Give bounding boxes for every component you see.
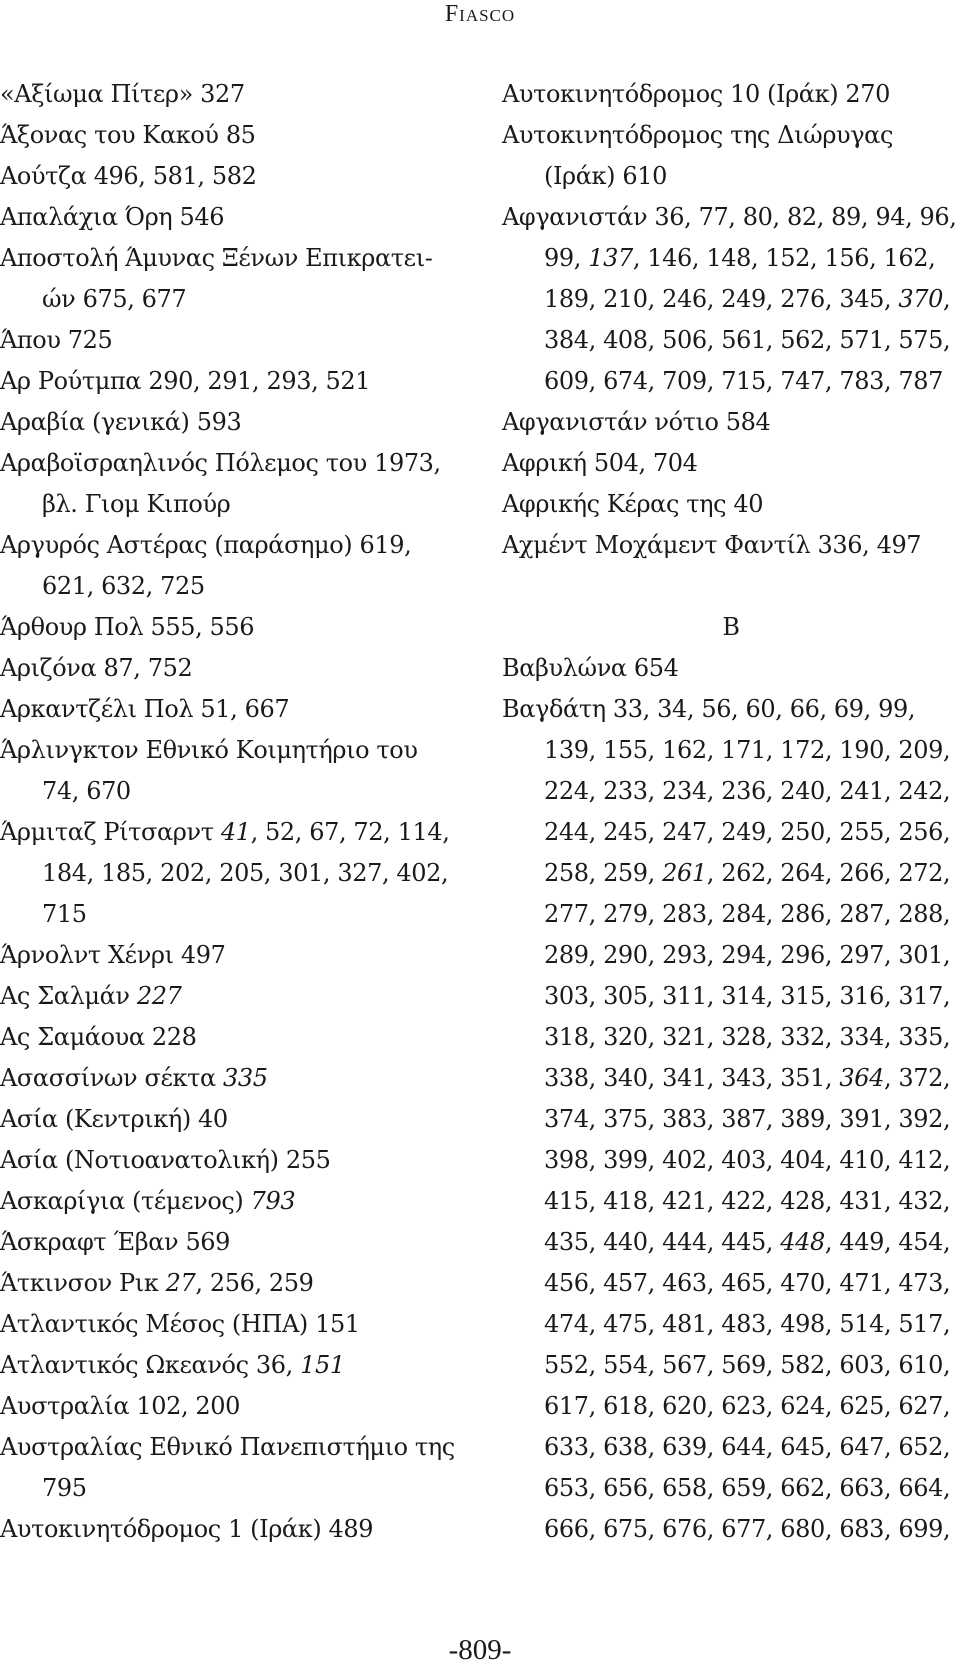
index-entry-continuation	[502, 238, 960, 279]
index-entry-continuation: 398, 399, 402, 403, 404, 410, 412,	[544, 1146, 951, 1174]
index-text-segment: Ατλαντικός Ωκεανός 36,	[0, 1351, 301, 1379]
index-page-ref-italic: 151	[300, 1351, 345, 1379]
index-text-segment: , 372,	[883, 1064, 951, 1092]
index-entry-continuation: 289, 290, 293, 294, 296, 297, 301,	[544, 941, 951, 969]
index-page-ref-italic: 448	[780, 1228, 825, 1256]
index-entry	[0, 1058, 472, 1099]
index-text-segment: Άρμιταζ Ρίτσαρντ	[0, 818, 221, 846]
index-entry	[0, 812, 472, 853]
running-header: Fiasco	[444, 1, 516, 27]
index-entry-continuation	[502, 279, 960, 320]
index-entry-continuation: (Ιράκ) 610	[544, 162, 667, 190]
index-entry-continuation: 184, 185, 202, 205, 301, 327, 402,	[42, 859, 449, 887]
index-entry: Αφγανιστάν νότιο 584	[502, 408, 771, 436]
index-entry: Βαγδάτη 33, 34, 56, 60, 66, 69, 99,	[502, 695, 916, 723]
index-entry: Ατλαντικός Μέσος (ΗΠΑ) 151	[0, 1310, 360, 1338]
index-entry-continuation: 653, 656, 658, 659, 662, 663, 664,	[544, 1474, 951, 1502]
index-entry: Αρκαντζέλι Πολ 51, 667	[0, 695, 290, 723]
index-entry-continuation: 609, 674, 709, 715, 747, 783, 787	[544, 367, 944, 395]
index-entry: Ασία (Κεντρική) 40	[0, 1105, 228, 1133]
index-entry: Αφρικής Κέρας της 40	[502, 490, 764, 518]
index-entry-continuation	[502, 853, 960, 894]
index-text-segment: 99,	[544, 244, 589, 272]
index-entry: Βαβυλώνα 654	[502, 654, 679, 682]
index-page-ref-italic: 227	[136, 982, 182, 1010]
index-entry: Άρθουρ Πολ 555, 556	[0, 613, 255, 641]
index-entry: Αυστραλία 102, 200	[0, 1392, 241, 1420]
index-entry-continuation: 456, 457, 463, 465, 470, 471, 473,	[544, 1269, 951, 1297]
index-entry: Άξονας του Κακού 85	[0, 121, 256, 149]
page-number: -809-	[448, 1634, 512, 1666]
index-entry: Αργυρός Αστέρας (παράσημο) 619,	[0, 531, 412, 559]
index-entry-continuation: 666, 675, 676, 677, 680, 683, 699,	[544, 1515, 951, 1543]
index-text-segment: , 52, 67, 72, 114,	[250, 818, 450, 846]
index-entry: Αυτοκινητόδρομος 10 (Ιράκ) 270	[502, 80, 891, 108]
index-entry: Αούτζα 496, 581, 582	[0, 162, 257, 190]
index-entry: Άρνολντ Χένρι 497	[0, 941, 226, 969]
index-entry-continuation: 74, 670	[42, 777, 131, 805]
index-entry-continuation: 621, 632, 725	[42, 572, 205, 600]
index-page-ref-italic: 41	[220, 818, 251, 846]
index-page-ref-italic: 261	[662, 859, 707, 887]
index-text-segment: , 146, 148, 152, 156, 162,	[632, 244, 936, 272]
index-text-segment: 435, 440, 444, 445,	[544, 1228, 781, 1256]
index-text-segment: 258, 259,	[544, 859, 663, 887]
index-entry-continuation: 552, 554, 567, 569, 582, 603, 610,	[544, 1351, 951, 1379]
index-text-segment: ,	[943, 285, 951, 313]
index-entry: Αυστραλίας Εθνικό Πανεπιστήμιο της	[0, 1433, 455, 1461]
index-text-segment: 189, 210, 246, 249, 276, 345,	[544, 285, 899, 313]
index-entry-continuation	[502, 1058, 960, 1099]
index-entry: Άρλινγκτον Εθνικό Κοιμητήριο του	[0, 736, 418, 764]
index-entry: Αχμέντ Μοχάμεντ Φαντίλ 336, 497	[502, 531, 922, 559]
index-entry: Αφγανιστάν 36, 77, 80, 82, 89, 94, 96,	[502, 203, 957, 231]
index-entry: Αριζόνα 87, 752	[0, 654, 193, 682]
index-entry: Άσκραφτ Έβαν 569	[0, 1228, 231, 1256]
index-entry	[0, 1263, 472, 1304]
index-page-ref-italic: 335	[223, 1064, 268, 1092]
index-entry-continuation	[502, 1222, 960, 1263]
index-entry-continuation: 384, 408, 506, 561, 562, 571, 575,	[544, 326, 951, 354]
index-text-segment: 338, 340, 341, 343, 351,	[544, 1064, 840, 1092]
index-entry: Αρ Ρούτμπα 290, 291, 293, 521	[0, 367, 371, 395]
index-entry	[0, 1345, 472, 1386]
index-entry: Ας Σαμάουα 228	[0, 1023, 197, 1051]
index-column-right	[502, 74, 960, 1550]
index-entry-continuation: 633, 638, 639, 644, 645, 647, 652,	[544, 1433, 951, 1461]
index-page-ref-italic: 364	[839, 1064, 884, 1092]
index-entry: Αραβοϊσραηλινός Πόλεμος του 1973,	[0, 449, 441, 477]
index-entry-continuation: 795	[42, 1474, 87, 1502]
index-entry: Αυτοκινητόδρομος της Διώρυγας	[502, 121, 894, 149]
index-column-left	[0, 74, 472, 1550]
index-text-segment: , 262, 264, 266, 272,	[706, 859, 951, 887]
index-entry-continuation: ών 675, 677	[42, 285, 187, 313]
index-text-segment: Ασασσίνων σέκτα	[0, 1064, 224, 1092]
index-entry: «Αξίωμα Πίτερ» 327	[0, 80, 245, 108]
index-text-segment: Άτκινσον Ρικ	[0, 1269, 166, 1297]
index-page-ref-italic: 793	[250, 1187, 296, 1215]
index-entry: Αφρική 504, 704	[502, 449, 698, 477]
index-entry-continuation: 139, 155, 162, 171, 172, 190, 209,	[544, 736, 951, 764]
index-entry-continuation: 318, 320, 321, 328, 332, 334, 335,	[544, 1023, 951, 1051]
index-entry	[0, 976, 472, 1017]
index-page-ref-italic: 27	[165, 1269, 196, 1297]
index-entry-continuation: 244, 245, 247, 249, 250, 255, 256,	[544, 818, 951, 846]
index-section-letter: Β	[722, 613, 740, 641]
index-text-segment: , 256, 259	[195, 1269, 314, 1297]
index-text-segment: Ας Σαλμάν	[0, 982, 137, 1010]
index-entry: Αραβία (γενικά) 593	[0, 408, 242, 436]
index-entry-continuation: 303, 305, 311, 314, 315, 316, 317,	[544, 982, 951, 1010]
index-entry-continuation: 374, 375, 383, 387, 389, 391, 392,	[544, 1105, 951, 1133]
index-entry-continuation: 224, 233, 234, 236, 240, 241, 242,	[544, 777, 951, 805]
index-entry-continuation: βλ. Γιομ Κιπούρ	[42, 490, 231, 518]
index-section-spacer	[502, 566, 960, 607]
index-entry: Απαλάχια Όρη 546	[0, 203, 225, 231]
index-entry: Άπου 725	[0, 326, 113, 354]
index-text-segment: , 449, 454,	[824, 1228, 951, 1256]
index-entry-continuation: 474, 475, 481, 483, 498, 514, 517,	[544, 1310, 951, 1338]
index-entry	[0, 1181, 472, 1222]
index-entry-continuation: 715	[42, 900, 87, 928]
index-entry: Αποστολή Άμυνας Ξένων Επικρατει-	[0, 244, 433, 272]
index-text-segment: Ασκαρίγια (τέμενος)	[0, 1187, 251, 1215]
index-entry: Ασία (Νοτιοανατολική) 255	[0, 1146, 331, 1174]
index-page-ref-italic: 137	[588, 244, 633, 272]
index-entry-continuation: 415, 418, 421, 422, 428, 431, 432,	[544, 1187, 951, 1215]
index-page-ref-italic: 370	[898, 285, 944, 313]
index-entry-continuation: 277, 279, 283, 284, 286, 287, 288,	[544, 900, 951, 928]
index-entry-continuation: 617, 618, 620, 623, 624, 625, 627,	[544, 1392, 951, 1420]
index-entry: Αυτοκινητόδρομος 1 (Ιράκ) 489	[0, 1515, 374, 1543]
